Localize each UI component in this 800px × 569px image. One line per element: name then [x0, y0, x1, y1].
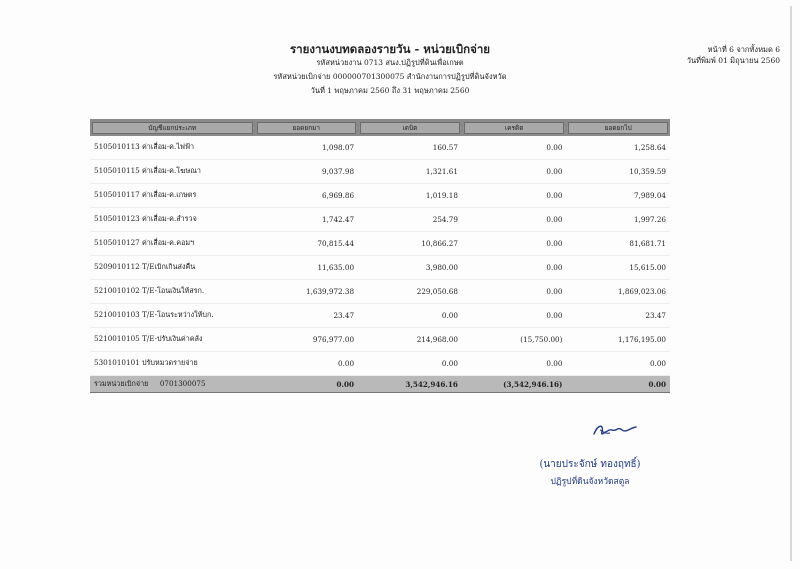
total-row	[90, 376, 670, 393]
brought-forward-cell: 11,635.00	[255, 256, 359, 280]
total-debit: 3,542,946.16	[358, 376, 462, 393]
report-title: รายงานงบทดลองรายวัน - หน่วยเบิกจ่าย	[289, 42, 491, 56]
debit-cell: 1,321.61	[358, 160, 462, 184]
debit-cell: 229,050.68	[358, 280, 462, 304]
table-row	[90, 184, 670, 208]
carried-forward-cell: 15,615.00	[566, 256, 670, 280]
credit-cell: 0.00	[462, 208, 567, 232]
table-row	[90, 160, 670, 184]
table-row	[90, 352, 670, 376]
debit-cell: 10,866.27	[358, 232, 462, 256]
page-number: หน้าที่ 6 จากทั้งหมด 6	[707, 45, 780, 54]
col-header-credit: เครดิต	[462, 119, 567, 136]
brought-forward-cell: 1,098.07	[255, 136, 359, 160]
carried-forward-cell: 1,258.64	[566, 136, 670, 160]
account-code: 5301010101	[94, 358, 140, 367]
report-period: วันที่ 1 พฤษภาคม 2560 ถึง 31 พฤษภาคม 2560	[310, 86, 470, 95]
brought-forward-cell: 6,969.86	[255, 184, 359, 208]
account-name: T/E-ปรับเงินค่าคลัง	[142, 334, 203, 343]
account-cell	[90, 328, 255, 352]
account-name: ค่าเสื่อม-ค.โฆษณา	[142, 166, 201, 175]
credit-cell: (15,750.00)	[462, 328, 567, 352]
brought-forward-cell: 9,037.98	[255, 160, 359, 184]
table-header-row	[90, 119, 670, 136]
debit-cell: 214,968.00	[358, 328, 462, 352]
brought-forward-cell: 976,977.00	[255, 328, 359, 352]
table-row	[90, 304, 670, 328]
account-name: ค่าเสื่อม-ค.เกษตร	[142, 190, 197, 199]
total-carried-forward: 0.00	[566, 376, 670, 393]
trial-balance-table	[90, 119, 670, 393]
carried-forward-cell: 1,176,195.00	[566, 328, 670, 352]
carried-forward-cell: 10,359.59	[566, 160, 670, 184]
credit-cell: 0.00	[462, 184, 567, 208]
account-code: 5105010117	[94, 190, 140, 199]
page-info	[650, 44, 780, 66]
account-cell	[90, 304, 255, 328]
brought-forward-cell: 1,742.47	[255, 208, 359, 232]
col-header-account: บัญชีแยกประเภท	[90, 119, 255, 136]
account-cell	[90, 136, 255, 160]
account-code: 5210010102	[94, 286, 140, 295]
debit-cell: 3,980.00	[358, 256, 462, 280]
total-brought-forward: 0.00	[255, 376, 359, 393]
carried-forward-cell: 23.47	[566, 304, 670, 328]
disbursing-unit-code: รหัสหน่วยเบิกจ่าย 000000701300075 สำนักงานการปฏิรูปที่ดินจังหวัด	[273, 72, 507, 81]
carried-forward-cell: 1,997.26	[566, 208, 670, 232]
credit-cell: 0.00	[462, 136, 567, 160]
print-date: วันที่พิมพ์ 01 มิถุนายน 2560	[686, 56, 780, 65]
brought-forward-cell: 70,815.44	[255, 232, 359, 256]
table-row	[90, 256, 670, 280]
account-cell	[90, 208, 255, 232]
account-code: 5105010127	[94, 238, 140, 247]
account-code: 5210010103	[94, 310, 140, 319]
account-cell	[90, 160, 255, 184]
handwritten-signature	[590, 418, 640, 442]
agency-code: รหัสหน่วยงาน 0713 สนง.ปฏิรูปที่ดินเพื่อเกษต	[316, 58, 464, 67]
total-label: รวมหน่วยเบิกจ่าย	[94, 378, 149, 388]
account-code: 5105010113	[94, 142, 140, 151]
signatory-block	[520, 458, 660, 489]
table-row	[90, 232, 670, 256]
table-row	[90, 208, 670, 232]
account-cell	[90, 352, 255, 376]
account-cell	[90, 280, 255, 304]
account-name: ปรับหมวดรายจ่าย	[142, 358, 198, 367]
col-header-brought-forward: ยอดยกมา	[255, 119, 359, 136]
debit-cell: 1,019.18	[358, 184, 462, 208]
brought-forward-cell: 0.00	[255, 352, 359, 376]
col-header-carried-forward: ยอดยกไป	[566, 119, 670, 136]
account-name: ค่าเสื่อม-ค.สำรวจ	[142, 214, 197, 223]
debit-cell: 0.00	[358, 352, 462, 376]
brought-forward-cell: 23.47	[255, 304, 359, 328]
carried-forward-cell: 81,681.71	[566, 232, 670, 256]
total-label-cell	[90, 376, 255, 393]
carried-forward-cell: 1,869,023.06	[566, 280, 670, 304]
account-name: T/E-โอนระหว่างให้บก.	[142, 310, 214, 319]
credit-cell: 0.00	[462, 160, 567, 184]
page-edge-line	[790, 6, 792, 561]
credit-cell: 0.00	[462, 256, 567, 280]
carried-forward-cell: 0.00	[566, 352, 670, 376]
account-name: ค่าเสื่อม-ค.คอมฯ	[142, 238, 195, 247]
credit-cell: 0.00	[462, 280, 567, 304]
report-header	[240, 42, 540, 97]
account-code: 5105010123	[94, 214, 140, 223]
account-cell	[90, 184, 255, 208]
credit-cell: 0.00	[462, 352, 567, 376]
account-cell	[90, 256, 255, 280]
brought-forward-cell: 1,639,972.38	[255, 280, 359, 304]
credit-cell: 0.00	[462, 304, 567, 328]
account-name: ค่าเสื่อม-ค.ไฟฟ้า	[142, 142, 195, 151]
total-unit-code: 0701300075	[159, 378, 206, 388]
account-code: 5209010112	[94, 262, 140, 271]
account-name: T/Eเบิกเกินส่งคืน	[142, 262, 196, 271]
account-name: T/E-โอนเงินให้สรก.	[142, 286, 205, 295]
debit-cell: 160.57	[358, 136, 462, 160]
credit-cell: 0.00	[462, 232, 567, 256]
table-row	[90, 280, 670, 304]
carried-forward-cell: 7,989.04	[566, 184, 670, 208]
account-cell	[90, 232, 255, 256]
account-code: 5105010115	[94, 166, 140, 175]
col-header-debit: เดบิต	[358, 119, 462, 136]
total-credit: (3,542,946.16)	[462, 376, 567, 393]
signatory-position: ปฏิรูปที่ดินจังหวัดสตูล	[550, 477, 630, 487]
signatory-name: (นายประจักษ์ ทองฤทธิ์)	[539, 459, 641, 470]
table-row	[90, 136, 670, 160]
debit-cell: 0.00	[358, 304, 462, 328]
table-row	[90, 328, 670, 352]
account-code: 5210010105	[94, 334, 140, 343]
debit-cell: 254.79	[358, 208, 462, 232]
